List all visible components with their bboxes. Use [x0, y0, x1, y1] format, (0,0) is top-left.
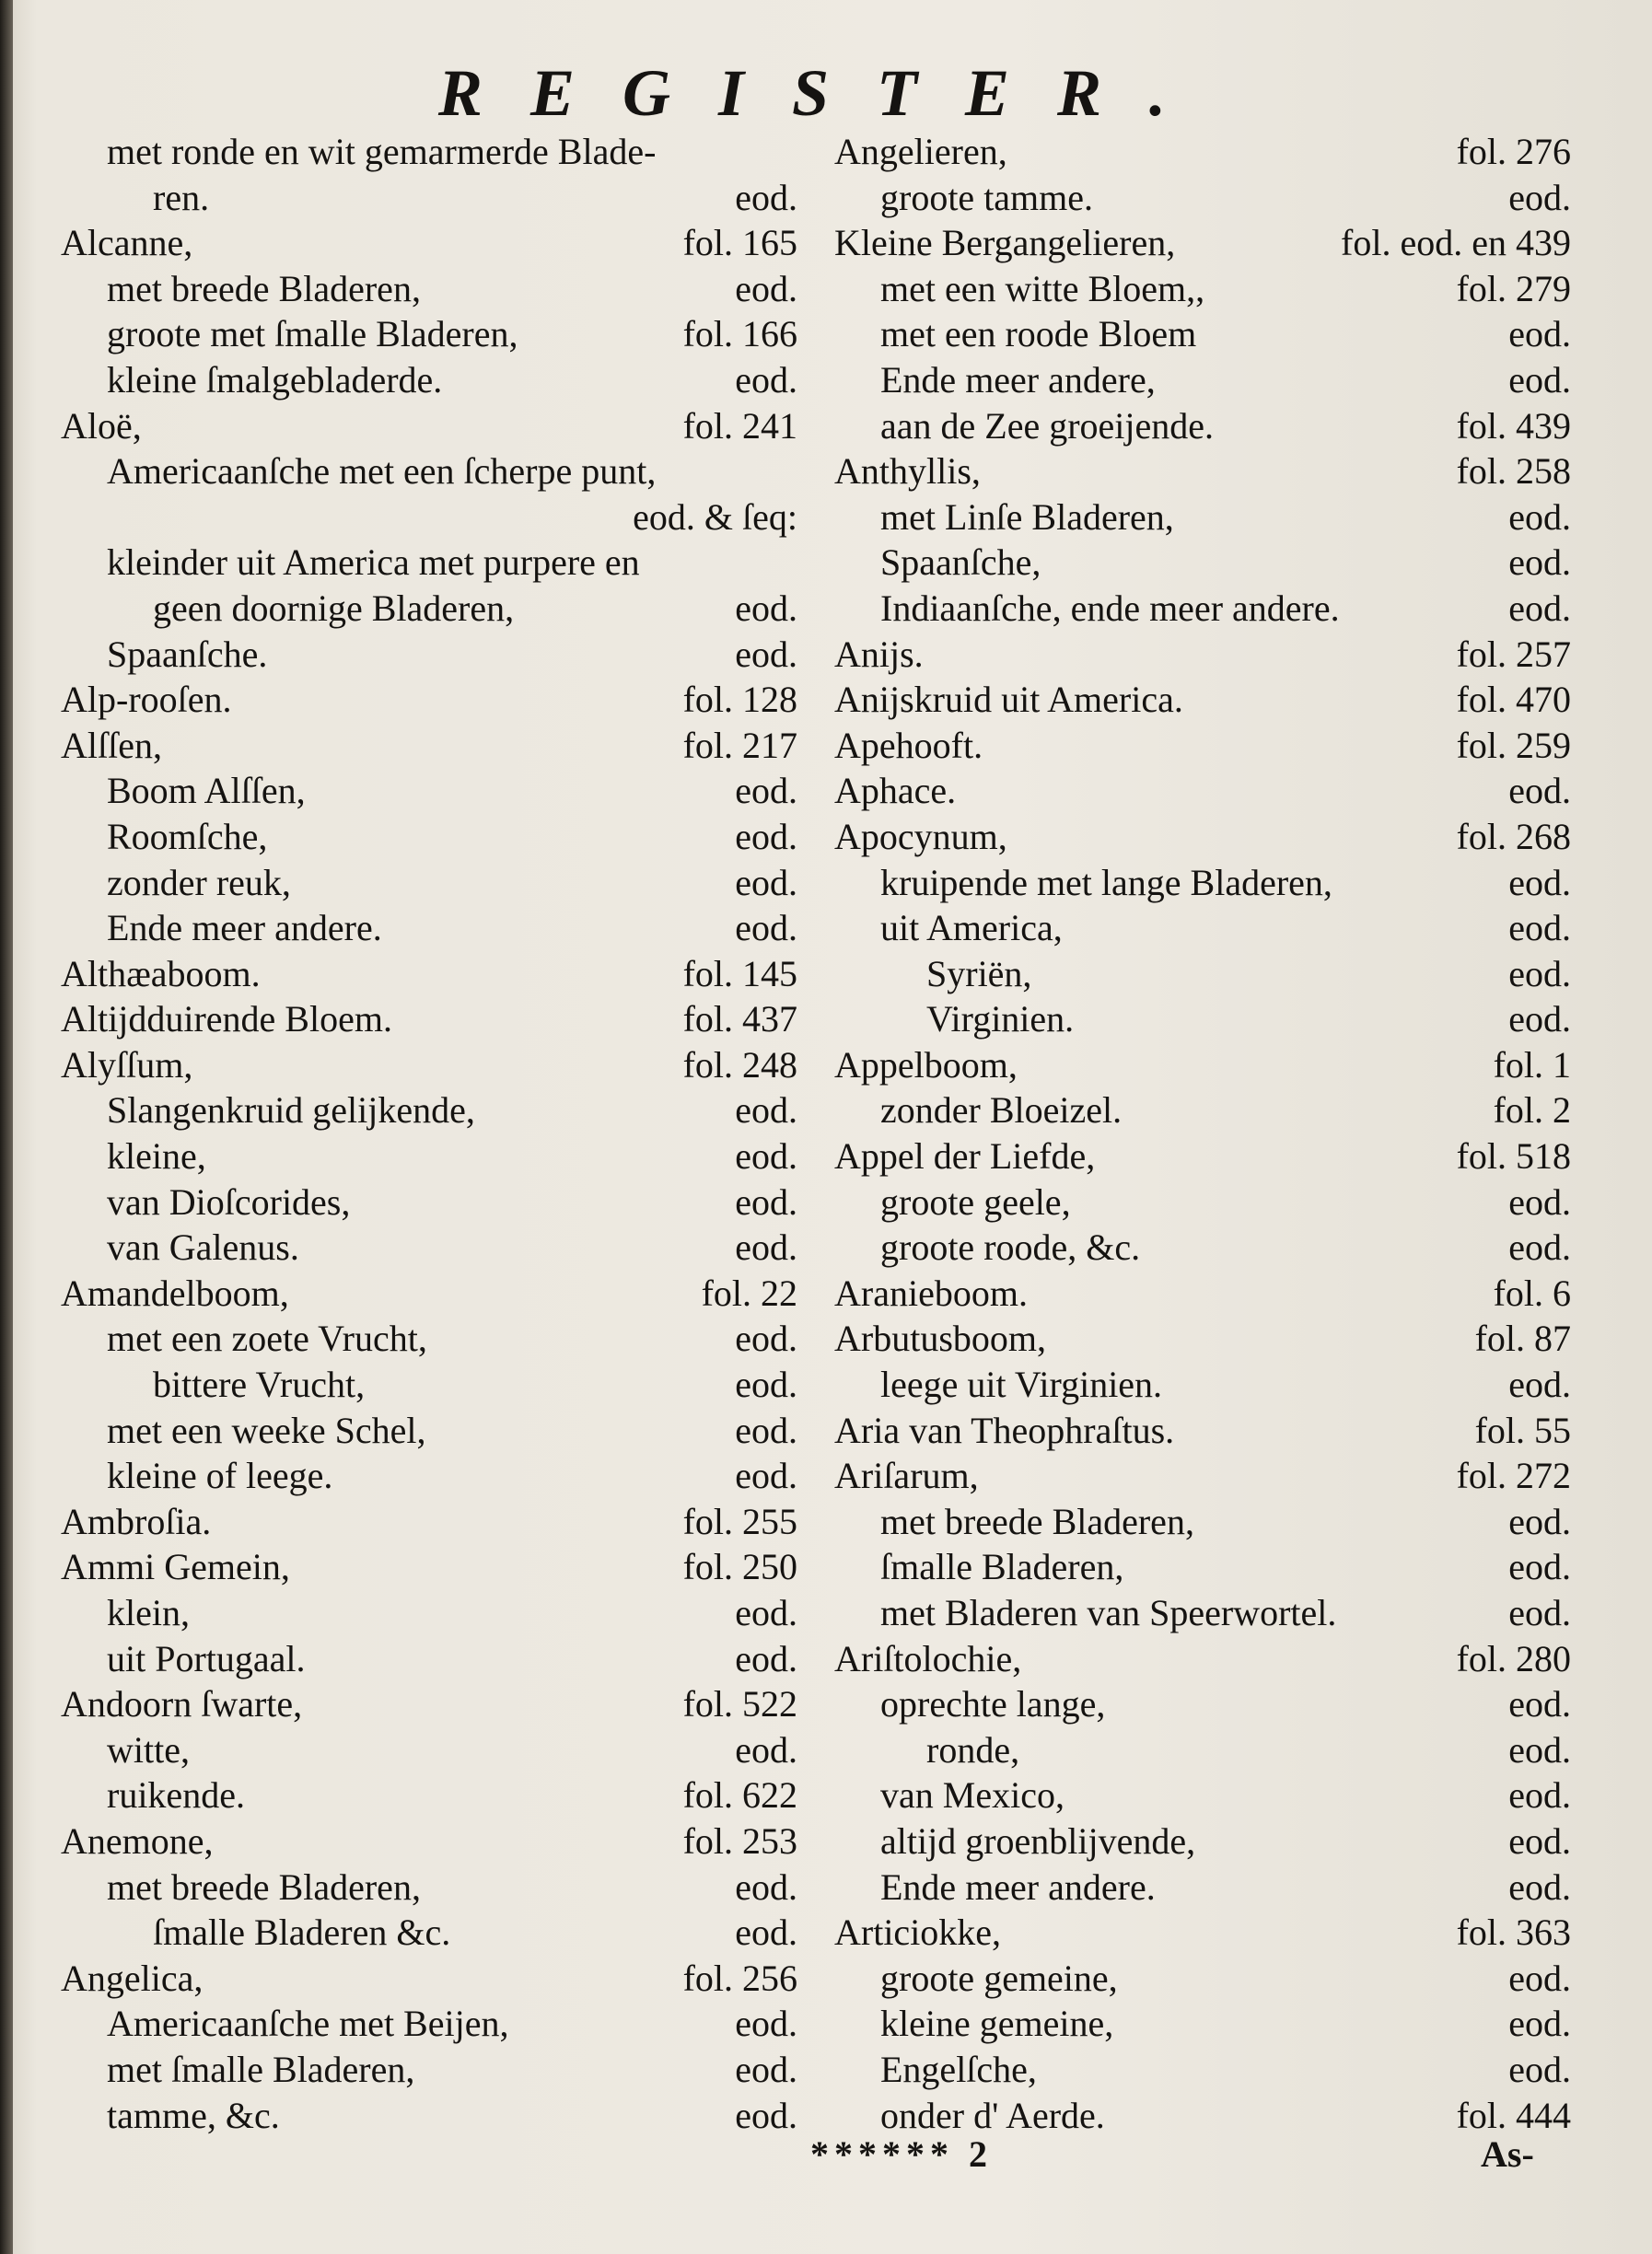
index-entry	[834, 1636, 1571, 1682]
index-entry	[834, 1225, 1571, 1271]
entry-folio-reference: eod.	[1508, 1728, 1571, 1771]
entry-term: geen doornige Bladeren,	[153, 587, 515, 629]
index-entry	[834, 1042, 1571, 1088]
entry-term: ren.	[153, 176, 210, 218]
entry-folio-reference: eod.	[735, 2094, 797, 2136]
entry-folio-reference: fol. 248	[682, 1043, 797, 1086]
index-entry	[834, 1499, 1571, 1545]
entry-folio-reference: eod.	[1508, 1957, 1571, 1999]
entry-term: Kleine Bergangelieren,	[834, 222, 1176, 264]
entry-term: kleinder uit America met purpere en	[107, 541, 640, 584]
index-entry	[61, 494, 797, 540]
index-entry	[834, 814, 1571, 860]
index-entry	[834, 1727, 1571, 1773]
index-entry	[61, 1865, 797, 1911]
index-entry	[61, 1453, 797, 1499]
index-entry	[61, 540, 797, 586]
entry-folio-reference: fol. 363	[1456, 1911, 1571, 1954]
entry-folio-reference: eod.	[735, 770, 797, 812]
index-entry	[834, 1408, 1571, 1454]
index-entry	[61, 1818, 797, 1865]
entry-folio-reference: fol. 145	[682, 952, 797, 994]
entry-term: kleine gemeine,	[880, 2003, 1114, 2045]
entry-term: Americaanſche met Beijen,	[107, 2003, 509, 2045]
entry-folio-reference: eod.	[735, 861, 797, 903]
catchword: As-	[1481, 2133, 1534, 2175]
entry-term: Anijs.	[834, 633, 924, 675]
index-column-left	[61, 129, 797, 2138]
entry-term: Andoorn ſwarte,	[61, 1683, 303, 1725]
index-entry	[61, 2047, 797, 2093]
entry-folio-reference: eod.	[1508, 1865, 1571, 1908]
entry-folio-reference: fol. 439	[1456, 404, 1571, 447]
index-entry	[61, 266, 797, 312]
entry-folio-reference	[786, 129, 797, 175]
index-entry	[834, 220, 1571, 266]
entry-folio-reference: fol. 217	[682, 724, 797, 766]
entry-folio-reference: fol. 276	[1456, 131, 1571, 172]
index-entry	[61, 1408, 797, 1454]
entry-term: ſmalle Bladeren,	[880, 1546, 1124, 1588]
index-entry	[834, 494, 1571, 540]
entry-folio-reference: eod.	[1508, 313, 1571, 355]
entry-folio-reference: eod.	[1508, 358, 1571, 401]
index-entry	[834, 677, 1571, 723]
entry-term: Indiaanſche, ende meer andere.	[880, 587, 1340, 629]
entry-term: met Bladeren van Speerwortel.	[880, 1592, 1337, 1633]
index-entry	[61, 814, 797, 860]
entry-term: Ariſtolochie,	[834, 1637, 1022, 1679]
entry-term: met een witte Bloem,,	[880, 267, 1205, 309]
entry-folio-reference: eod.	[1508, 1500, 1571, 1542]
index-entry	[61, 1179, 797, 1226]
entry-term: Ende meer andere.	[880, 1865, 1156, 1908]
entry-folio-reference: eod.	[735, 633, 797, 675]
page-header: REGISTER.	[437, 56, 1215, 130]
index-entry	[834, 1362, 1571, 1408]
entry-folio-reference: fol. 257	[1456, 633, 1571, 675]
entry-term: Anijskruid uit America.	[834, 679, 1183, 721]
entry-folio-reference: fol. 128	[682, 679, 797, 721]
entry-term: groote gemeine,	[880, 1957, 1118, 1999]
entry-term: kleine ſmalgebladerde.	[107, 358, 443, 401]
entry-folio-reference: eod.	[735, 907, 797, 949]
index-entry	[834, 632, 1571, 678]
entry-folio-reference: fol. 87	[1474, 1318, 1571, 1360]
entry-folio-reference: eod.	[1508, 2003, 1571, 2045]
index-entry	[61, 905, 797, 951]
entry-folio-reference: eod.	[1508, 907, 1571, 949]
index-entry	[834, 1133, 1571, 1179]
index-entry	[61, 1316, 797, 1362]
entry-term: Angelica,	[61, 1957, 204, 1999]
index-entry	[61, 996, 797, 1042]
index-entry	[61, 1772, 797, 1818]
entry-term: altijd groenblijvende,	[880, 1819, 1196, 1862]
entry-folio-reference: fol. 259	[1456, 724, 1571, 766]
entry-folio-reference: eod.	[1508, 2048, 1571, 2090]
index-entry	[61, 1499, 797, 1545]
entry-folio-reference: fol. 2	[1493, 1089, 1571, 1132]
entry-folio-reference: fol. 165	[682, 222, 797, 264]
entry-folio-reference: eod.	[735, 1865, 797, 1908]
entry-folio-reference: eod.	[1508, 587, 1571, 629]
index-entry	[61, 2001, 797, 2047]
entry-term: zonder reuk,	[107, 861, 291, 903]
entry-folio-reference: fol. 1	[1493, 1043, 1571, 1086]
entry-term: met een weeke Schel,	[107, 1409, 426, 1451]
entry-term: met ſmalle Bladeren,	[107, 2048, 415, 2090]
index-entry	[834, 448, 1571, 494]
index-entry	[834, 2093, 1571, 2139]
index-entry	[61, 768, 797, 814]
entry-term: Ariſarum,	[834, 1455, 979, 1497]
index-entry	[61, 448, 797, 494]
entry-folio-reference: eod.	[735, 1089, 797, 1132]
entry-term: met Linſe Bladeren,	[880, 495, 1174, 538]
entry-folio-reference: eod.	[1508, 1819, 1571, 1862]
entry-term: Aphace.	[834, 770, 957, 812]
index-entry	[834, 1865, 1571, 1911]
index-entry	[834, 1271, 1571, 1317]
index-entry	[61, 1681, 797, 1727]
index-entry	[61, 1956, 797, 2002]
index-entry	[61, 1271, 797, 1317]
entry-term: Slangenkruid gelijkende,	[107, 1089, 475, 1132]
entry-term: van Dioſcorides,	[107, 1180, 351, 1223]
entry-folio-reference: eod.	[1508, 176, 1571, 218]
index-entry	[834, 860, 1571, 906]
entry-folio-reference: eod.	[1508, 861, 1571, 903]
entry-term: Americaanſche met een ſcherpe punt,	[107, 450, 657, 493]
entry-folio-reference: fol. 470	[1456, 679, 1571, 721]
entry-folio-reference: eod.	[735, 1592, 797, 1633]
entry-term: bittere Vrucht,	[153, 1364, 366, 1406]
index-entry	[834, 951, 1571, 997]
index-entry	[834, 311, 1571, 357]
entry-folio-reference: eod.	[735, 1637, 797, 1679]
entry-folio-reference: eod.	[1508, 998, 1571, 1040]
entry-term: groote geele,	[880, 1180, 1071, 1223]
entry-folio-reference: eod.	[735, 1318, 797, 1360]
index-entry	[834, 1910, 1571, 1956]
index-entry	[61, 860, 797, 906]
index-entry	[61, 175, 797, 221]
index-entry	[61, 1590, 797, 1636]
entry-term: uit Portugaal.	[107, 1637, 306, 1679]
entry-term: Aloë,	[61, 404, 142, 447]
entry-folio-reference: eod.	[1508, 495, 1571, 538]
index-entry	[61, 1042, 797, 1088]
entry-term: met breede Bladeren,	[107, 267, 421, 309]
index-entry	[61, 403, 797, 449]
index-entry	[61, 311, 797, 357]
entry-term: Anthyllis,	[834, 450, 981, 493]
index-entry	[834, 723, 1571, 769]
index-entry	[834, 2001, 1571, 2047]
entry-term: oprechte lange,	[880, 1683, 1106, 1725]
entry-term: Alſſen,	[61, 724, 162, 766]
index-entry	[61, 2093, 797, 2139]
entry-term: Ende meer andere.	[107, 907, 382, 949]
index-entry	[61, 1727, 797, 1773]
entry-folio-reference: fol. 6	[1493, 1272, 1571, 1314]
entry-term: met ronde en wit gemarmerde Blade-	[107, 131, 657, 172]
index-entry	[834, 1179, 1571, 1226]
entry-folio-reference: eod.	[1508, 1364, 1571, 1406]
entry-term: aan de Zee groeijende.	[880, 404, 1215, 447]
entry-term: met breede Bladeren,	[107, 1865, 421, 1908]
entry-folio-reference: fol. 241	[682, 404, 797, 447]
entry-term: Appelboom,	[834, 1043, 1018, 1086]
index-entry	[61, 586, 797, 632]
index-column-right	[834, 129, 1571, 2138]
entry-term: Alp-rooſen.	[61, 679, 232, 721]
entry-term: uit America,	[880, 907, 1063, 949]
book-spine-edge	[0, 0, 13, 2254]
index-entry	[834, 1087, 1571, 1133]
index-entry	[61, 677, 797, 723]
entry-term: Appel der Liefde,	[834, 1135, 1096, 1178]
entry-term: ſmalle Bladeren &c.	[153, 1911, 451, 1954]
entry-folio-reference: eod.	[735, 587, 797, 629]
entry-folio-reference: eod. & ſeq:	[633, 495, 797, 538]
entry-folio-reference: fol. 437	[682, 998, 797, 1040]
entry-term: Engelſche,	[880, 2048, 1037, 2090]
index-entry	[61, 220, 797, 266]
index-entry	[61, 1133, 797, 1179]
index-entry	[834, 403, 1571, 449]
index-entry	[61, 357, 797, 403]
entry-term: klein,	[107, 1592, 190, 1633]
index-entry	[61, 632, 797, 678]
entry-folio-reference: fol. 258	[1456, 450, 1571, 493]
entry-term: groote tamme.	[880, 176, 1094, 218]
entry-term: Syriën,	[926, 952, 1032, 994]
entry-term: Angelieren,	[834, 131, 1007, 172]
entry-folio-reference	[786, 448, 797, 494]
index-entry	[834, 768, 1571, 814]
entry-folio-reference: eod.	[1508, 541, 1571, 584]
index-entry	[834, 1590, 1571, 1636]
index-entry	[61, 1225, 797, 1271]
entry-folio-reference: fol. 522	[682, 1683, 797, 1725]
entry-folio-reference: fol. 166	[682, 313, 797, 355]
index-entry	[834, 1818, 1571, 1865]
entry-term: ruikende.	[107, 1774, 245, 1817]
entry-term: onder d' Aerde.	[880, 2094, 1105, 2136]
entry-folio-reference: fol. 256	[682, 1957, 797, 1999]
index-entry	[61, 129, 797, 175]
entry-term: Arbutusboom,	[834, 1318, 1046, 1360]
entry-folio-reference: fol. 444	[1456, 2094, 1571, 2136]
entry-term: zonder Bloeizel.	[880, 1089, 1123, 1132]
index-entry	[61, 1544, 797, 1590]
entry-term: leege uit Virginien.	[880, 1364, 1163, 1406]
entry-term: Roomſche,	[107, 815, 268, 857]
entry-folio-reference: eod.	[1508, 1546, 1571, 1588]
entry-term: tamme, &c.	[107, 2094, 280, 2136]
entry-folio-reference: eod.	[735, 267, 797, 309]
entry-folio-reference: eod.	[1508, 1683, 1571, 1725]
entry-folio-reference: eod.	[735, 1455, 797, 1497]
entry-term: Ammi Gemein,	[61, 1546, 290, 1588]
entry-term: Anemone,	[61, 1819, 214, 1862]
entry-term: ronde,	[926, 1728, 1020, 1771]
index-entry	[834, 266, 1571, 312]
entry-folio-reference: eod.	[735, 1409, 797, 1451]
index-entry	[61, 951, 797, 997]
entry-term: Aranieboom.	[834, 1272, 1028, 1314]
entry-term: Boom Alſſen,	[107, 770, 306, 812]
entry-folio-reference: fol. 255	[682, 1500, 797, 1542]
entry-folio-reference: eod.	[735, 2003, 797, 2045]
index-entry	[834, 1772, 1571, 1818]
index-entry	[834, 129, 1571, 175]
entry-folio-reference: eod.	[735, 1226, 797, 1269]
entry-folio-reference: fol. 268	[1456, 815, 1571, 857]
entry-folio-reference: fol. 272	[1456, 1455, 1571, 1497]
entry-term: Articiokke,	[834, 1911, 1002, 1954]
entry-folio-reference: fol. 279	[1456, 267, 1571, 309]
index-entry	[61, 1910, 797, 1956]
index-entry	[834, 2047, 1571, 2093]
entry-term: witte,	[107, 1728, 190, 1771]
entry-folio-reference: eod.	[735, 1911, 797, 1954]
entry-term: kruipende met lange Bladeren,	[880, 861, 1332, 903]
entry-term: Virginien.	[926, 998, 1075, 1040]
index-entry	[834, 357, 1571, 403]
index-entry	[61, 1362, 797, 1408]
entry-term: groote roode, &c.	[880, 1226, 1141, 1269]
entry-folio-reference: eod.	[735, 1180, 797, 1223]
signature-mark: ****** 2	[810, 2133, 993, 2175]
entry-folio-reference: eod.	[735, 815, 797, 857]
entry-folio-reference: eod.	[735, 2048, 797, 2090]
entry-term: Aria van Theophraſtus.	[834, 1409, 1175, 1451]
entry-folio-reference: fol. 22	[701, 1272, 797, 1314]
entry-folio-reference: eod.	[735, 1728, 797, 1771]
entry-folio-reference: fol. eod. en 439	[1341, 222, 1571, 264]
entry-term: Ambroſia.	[61, 1500, 212, 1542]
index-entry	[834, 996, 1571, 1042]
entry-folio-reference: eod.	[735, 1364, 797, 1406]
entry-term: Amandelboom,	[61, 1272, 289, 1314]
entry-folio-reference: eod.	[1508, 1774, 1571, 1817]
entry-folio-reference: eod.	[1508, 1180, 1571, 1223]
entry-term: met een roode Bloem	[880, 313, 1197, 355]
entry-folio-reference: eod.	[1508, 1226, 1571, 1269]
entry-term: met een zoete Vrucht,	[107, 1318, 427, 1360]
index-entry	[834, 1681, 1571, 1727]
index-entry	[61, 1087, 797, 1133]
index-entry	[834, 586, 1571, 632]
entry-term: van Galenus.	[107, 1226, 299, 1269]
entry-term: Apocynum,	[834, 815, 1007, 857]
entry-term	[61, 494, 153, 540]
index-entry	[834, 1544, 1571, 1590]
entry-term: van Mexico,	[880, 1774, 1064, 1817]
entry-folio-reference: fol. 622	[682, 1774, 797, 1817]
index-entry	[834, 1956, 1571, 2002]
entry-term: Spaanſche,	[880, 541, 1041, 584]
entry-term: Ende meer andere,	[880, 358, 1156, 401]
index-entry	[834, 540, 1571, 586]
entry-term: groote met ſmalle Bladeren,	[107, 313, 518, 355]
index-entry	[61, 1636, 797, 1682]
entry-term: Spaanſche.	[107, 633, 268, 675]
entry-term: kleine of leege.	[107, 1455, 333, 1497]
entry-folio-reference: eod.	[1508, 770, 1571, 812]
entry-term: Althæaboom.	[61, 952, 261, 994]
entry-folio-reference: eod.	[735, 1135, 797, 1178]
entry-term: met breede Bladeren,	[880, 1500, 1194, 1542]
index-entry	[61, 723, 797, 769]
entry-folio-reference: eod.	[1508, 1592, 1571, 1633]
entry-folio-reference: fol. 55	[1474, 1409, 1571, 1451]
index-entry	[834, 905, 1571, 951]
entry-term: kleine,	[107, 1135, 206, 1178]
entry-folio-reference: eod.	[1508, 952, 1571, 994]
index-entry	[834, 175, 1571, 221]
entry-term: Apehooft.	[834, 724, 983, 766]
index-entry	[834, 1316, 1571, 1362]
entry-folio-reference: fol. 250	[682, 1546, 797, 1588]
entry-term: Alyſſum,	[61, 1043, 193, 1086]
entry-folio-reference: fol. 280	[1456, 1637, 1571, 1679]
entry-folio-reference: fol. 518	[1456, 1135, 1571, 1178]
entry-term: Altijdduirende Bloem.	[61, 998, 392, 1040]
entry-folio-reference: eod.	[735, 358, 797, 401]
entry-folio-reference: eod.	[735, 176, 797, 218]
entry-folio-reference	[786, 540, 797, 586]
entry-folio-reference: fol. 253	[682, 1819, 797, 1862]
index-entry	[834, 1453, 1571, 1499]
entry-term: Alcanne,	[61, 222, 193, 264]
